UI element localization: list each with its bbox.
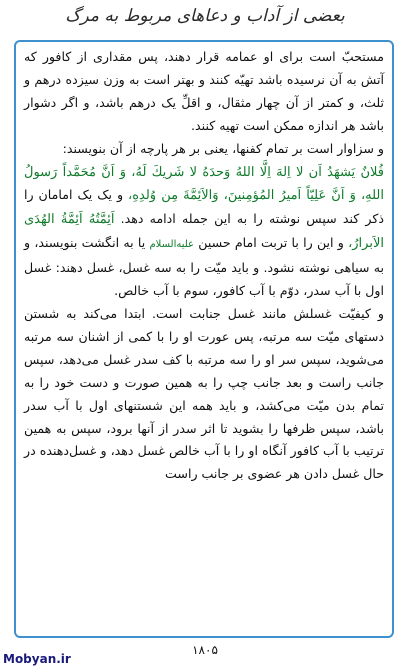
honorific-glyph: عليه‌السلام [149,239,194,251]
page-title: بعضی از آداب و دعاهای مربوط به مرگ [65,6,345,26]
paragraph [24,138,384,161]
paragraph [24,161,384,303]
body-text: و سزاوار است بر تمام کفنها، یعنی بر هر پارچه از آن بنویسند: [62,140,384,156]
page-number: ۱۸۰۵ [192,643,218,657]
body-text: و یک یک امامان را ذکر کند سپس نوشته را به این جمله ادامه دهد. [24,187,384,227]
arabic-quote: اَئِمَّتُهُ اَئِمَّةُ الهُدَى الاَبرارُ، [24,212,384,252]
body-text: و کیفیّت غسلش مانند غسل جنابت است. ابتدا می‌کند به شستن دستهای میّت سه مرتبه، پس عورت او را با کمی از اشنان سه مرتبه می‌شوید، سپس سر او را سه مرتبه با کف سدر غسل می‌دهد، سپس جانب راست و بعد جانب چپ را به همین صورت و دست خود را به تمام بدن میّت می‌کشد، و باید همه این شستنهای اول با آب سدر باشد، سپس ظرفها را بشوید تا اثر سدر از آنها برود، سپس به همین ترتیب با آب کافور آنگاه او را با آب خالص غسل دهد، و غسل‌دهنده در حال غسل دادن هر عضوی بر جانب راست [24,305,384,482]
paragraph [24,303,384,486]
body-text: و این را با تربت امام حسین [194,235,349,251]
body-text: یا به انگشت بنویسند، و به سیاهی نوشته نشود. و باید میّت را به سه غسل، غسل دهند: غسل اول با آب سدر، دوّم با آب کافور، سوم با آب خالص. [24,235,384,299]
arabic-quote: فُلانٌ يَشهَدُ اَن لا اِلهَ اِلَّا اللهُ وَحدَهُ لا شَريكَ لَهُ، وَ اَنَّ مُحَمَّداً رَسولُ اللهِ، وَ اَنَّ عَلِيّاً اَميرُ المُؤمِنينَ، وَالاَئِمَّةَ مِن وُلدِهِ، [24,164,384,204]
site-watermark: Mobyan.ir [3,652,71,666]
body-text: مستحبّ است برای او عمامه قرار دهند، پس مقداری از کافور که آتش به آن نرسیده باشد تهیّه کنند و بهتر است به وزن سیزده درهم و ثلث، و کمتر از آن چهار مثقال، و اقلِّ یک درهم باشد، و اگر دشوار باشد هر اندازه ممکن است تهیه کنند. [24,49,384,133]
page-header [0,0,410,44]
paragraph [24,46,384,138]
main-text [24,46,384,486]
